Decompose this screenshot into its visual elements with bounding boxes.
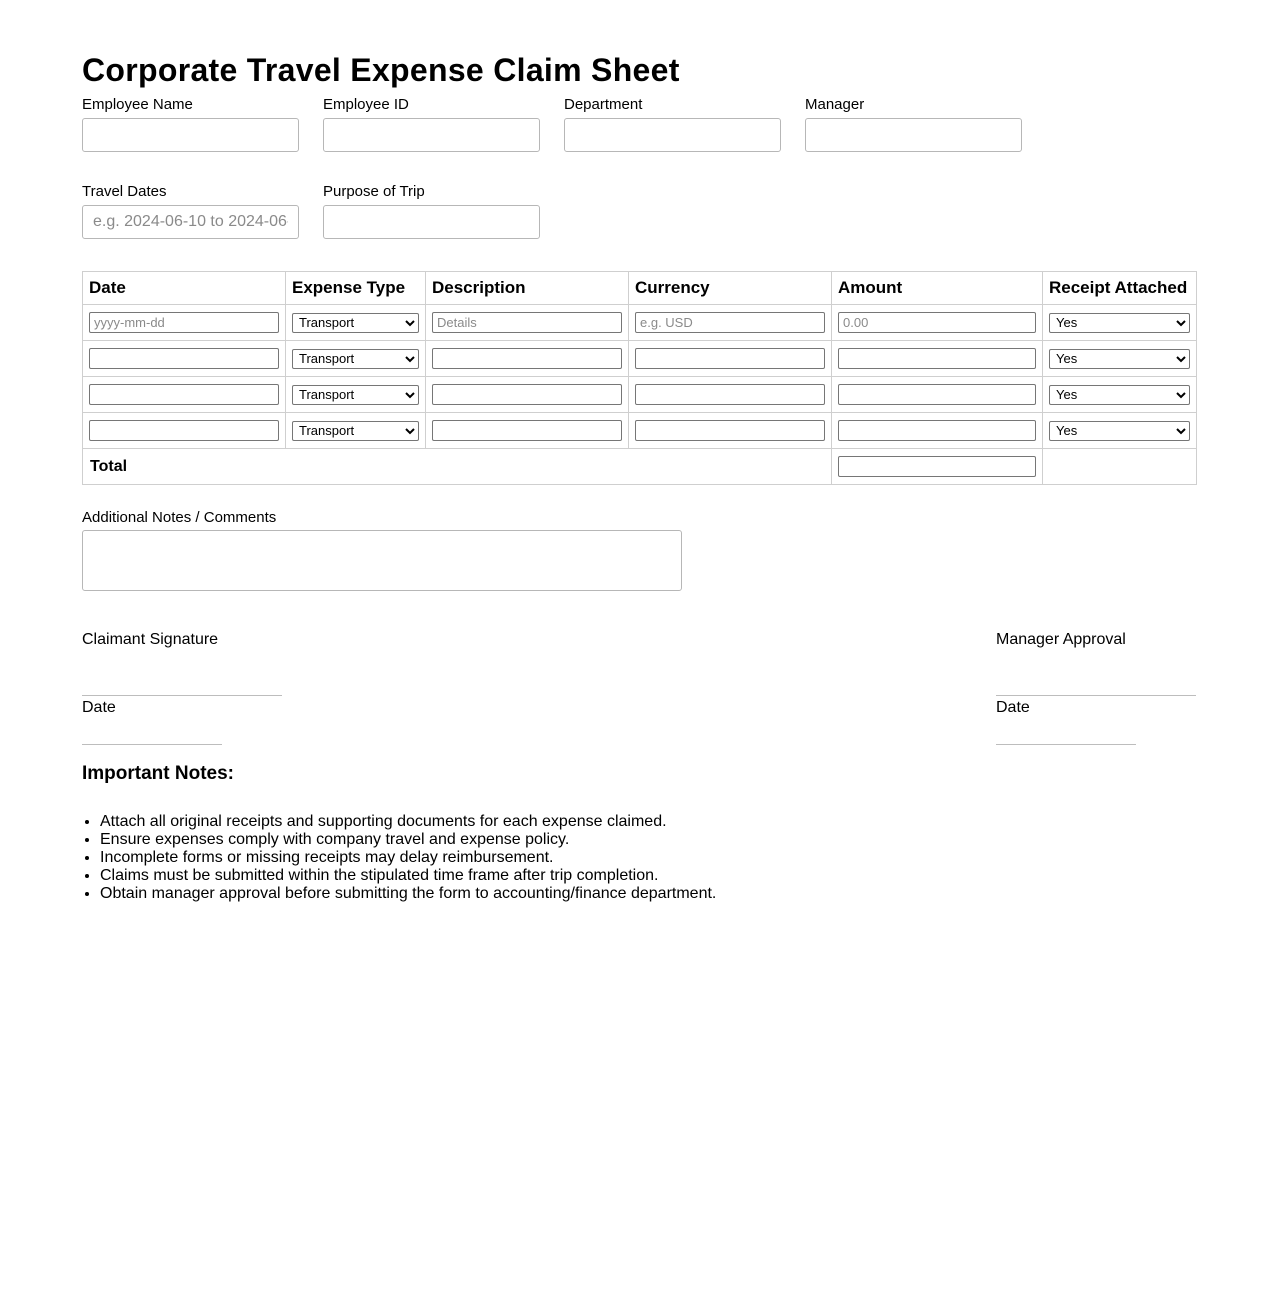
- description-input[interactable]: [432, 420, 622, 441]
- total-row: [83, 449, 1197, 485]
- currency-input[interactable]: [635, 312, 825, 333]
- header-date: Date: [83, 272, 286, 305]
- claimant-signature-line[interactable]: [82, 695, 282, 696]
- list-item: • Incomplete forms or missing receipts may delay reimbursement.: [100, 849, 1082, 867]
- amount-input[interactable]: [838, 420, 1036, 441]
- department-label: Department: [564, 96, 643, 113]
- notes-group: [82, 509, 682, 591]
- travel-dates-group: [82, 183, 299, 239]
- employee-name-input[interactable]: [82, 118, 299, 152]
- expense-type-select[interactable]: [292, 421, 419, 441]
- total-empty-cell: [1043, 449, 1197, 485]
- claimant-signature-label: Claimant Signature: [82, 631, 219, 648]
- manager-date-line[interactable]: [996, 744, 1136, 745]
- amount-input[interactable]: [838, 384, 1036, 405]
- employee-id-group: [323, 96, 540, 152]
- list-item: • Obtain manager approval before submitting the form to accounting/finance department.: [100, 885, 1082, 903]
- description-input[interactable]: [432, 312, 622, 333]
- table-row: [83, 377, 1197, 413]
- purpose-label: Purpose of Trip: [323, 183, 425, 200]
- department-input[interactable]: [564, 118, 781, 152]
- list-item: • Attach all original receipts and supporting documents for each expense claimed.: [100, 813, 1082, 831]
- manager-input[interactable]: [805, 118, 1022, 152]
- notes-label: Additional Notes / Comments: [82, 509, 277, 526]
- amount-input[interactable]: [838, 312, 1036, 333]
- manager-approval-block: [996, 630, 1196, 745]
- manager-date-label: Date: [996, 699, 1030, 716]
- claimant-signature-block: [82, 630, 282, 745]
- department-group: [564, 96, 781, 152]
- employee-name-label: Employee Name: [82, 96, 193, 113]
- important-notes: [82, 762, 1082, 903]
- description-input[interactable]: [432, 348, 622, 369]
- manager-group: [805, 96, 1022, 152]
- date-input[interactable]: [89, 420, 279, 441]
- travel-dates-input[interactable]: [82, 205, 299, 239]
- expense-type-select[interactable]: [292, 385, 419, 405]
- currency-input[interactable]: [635, 348, 825, 369]
- date-input[interactable]: [89, 384, 279, 405]
- expense-table: [82, 271, 1197, 485]
- total-label: Total: [83, 449, 832, 485]
- list-item: • Claims must be submitted within the stipulated time frame after trip completion.: [100, 867, 1082, 885]
- receipt-select[interactable]: [1049, 385, 1190, 405]
- date-input[interactable]: [89, 348, 279, 369]
- claimant-date-line[interactable]: [82, 744, 222, 745]
- expense-type-select[interactable]: [292, 349, 419, 369]
- receipt-select[interactable]: [1049, 313, 1190, 333]
- table-row: [83, 305, 1197, 341]
- important-notes-list: [82, 813, 1082, 903]
- employee-id-input[interactable]: [323, 118, 540, 152]
- claimant-date-label: Date: [82, 699, 116, 716]
- total-amount-input[interactable]: [838, 456, 1036, 477]
- employee-id-label: Employee ID: [323, 96, 409, 113]
- receipt-select[interactable]: [1049, 421, 1190, 441]
- page-title: Corporate Travel Expense Claim Sheet: [82, 52, 680, 88]
- manager-approval-label: Manager Approval: [996, 631, 1126, 648]
- manager-signature-line[interactable]: [996, 695, 1196, 696]
- table-row: [83, 341, 1197, 377]
- header-description: Description: [426, 272, 629, 305]
- table-header-row: [83, 272, 1197, 305]
- header-amount: Amount: [832, 272, 1043, 305]
- important-notes-heading: Important Notes:: [82, 763, 234, 784]
- header-receipt-attached: Receipt Attached: [1043, 272, 1197, 305]
- header-currency: Currency: [629, 272, 832, 305]
- currency-input[interactable]: [635, 420, 825, 441]
- travel-dates-label: Travel Dates: [82, 183, 167, 200]
- table-row: [83, 413, 1197, 449]
- expense-type-select[interactable]: [292, 313, 419, 333]
- header-expense-type: Expense Type: [286, 272, 426, 305]
- date-input[interactable]: [89, 312, 279, 333]
- purpose-input[interactable]: [323, 205, 540, 239]
- list-item: • Ensure expenses comply with company travel and expense policy.: [100, 831, 1082, 849]
- notes-textarea[interactable]: [82, 530, 682, 591]
- employee-name-group: [82, 96, 299, 152]
- currency-input[interactable]: [635, 384, 825, 405]
- description-input[interactable]: [432, 384, 622, 405]
- purpose-group: [323, 183, 540, 239]
- amount-input[interactable]: [838, 348, 1036, 369]
- manager-label: Manager: [805, 96, 865, 113]
- receipt-select[interactable]: [1049, 349, 1190, 369]
